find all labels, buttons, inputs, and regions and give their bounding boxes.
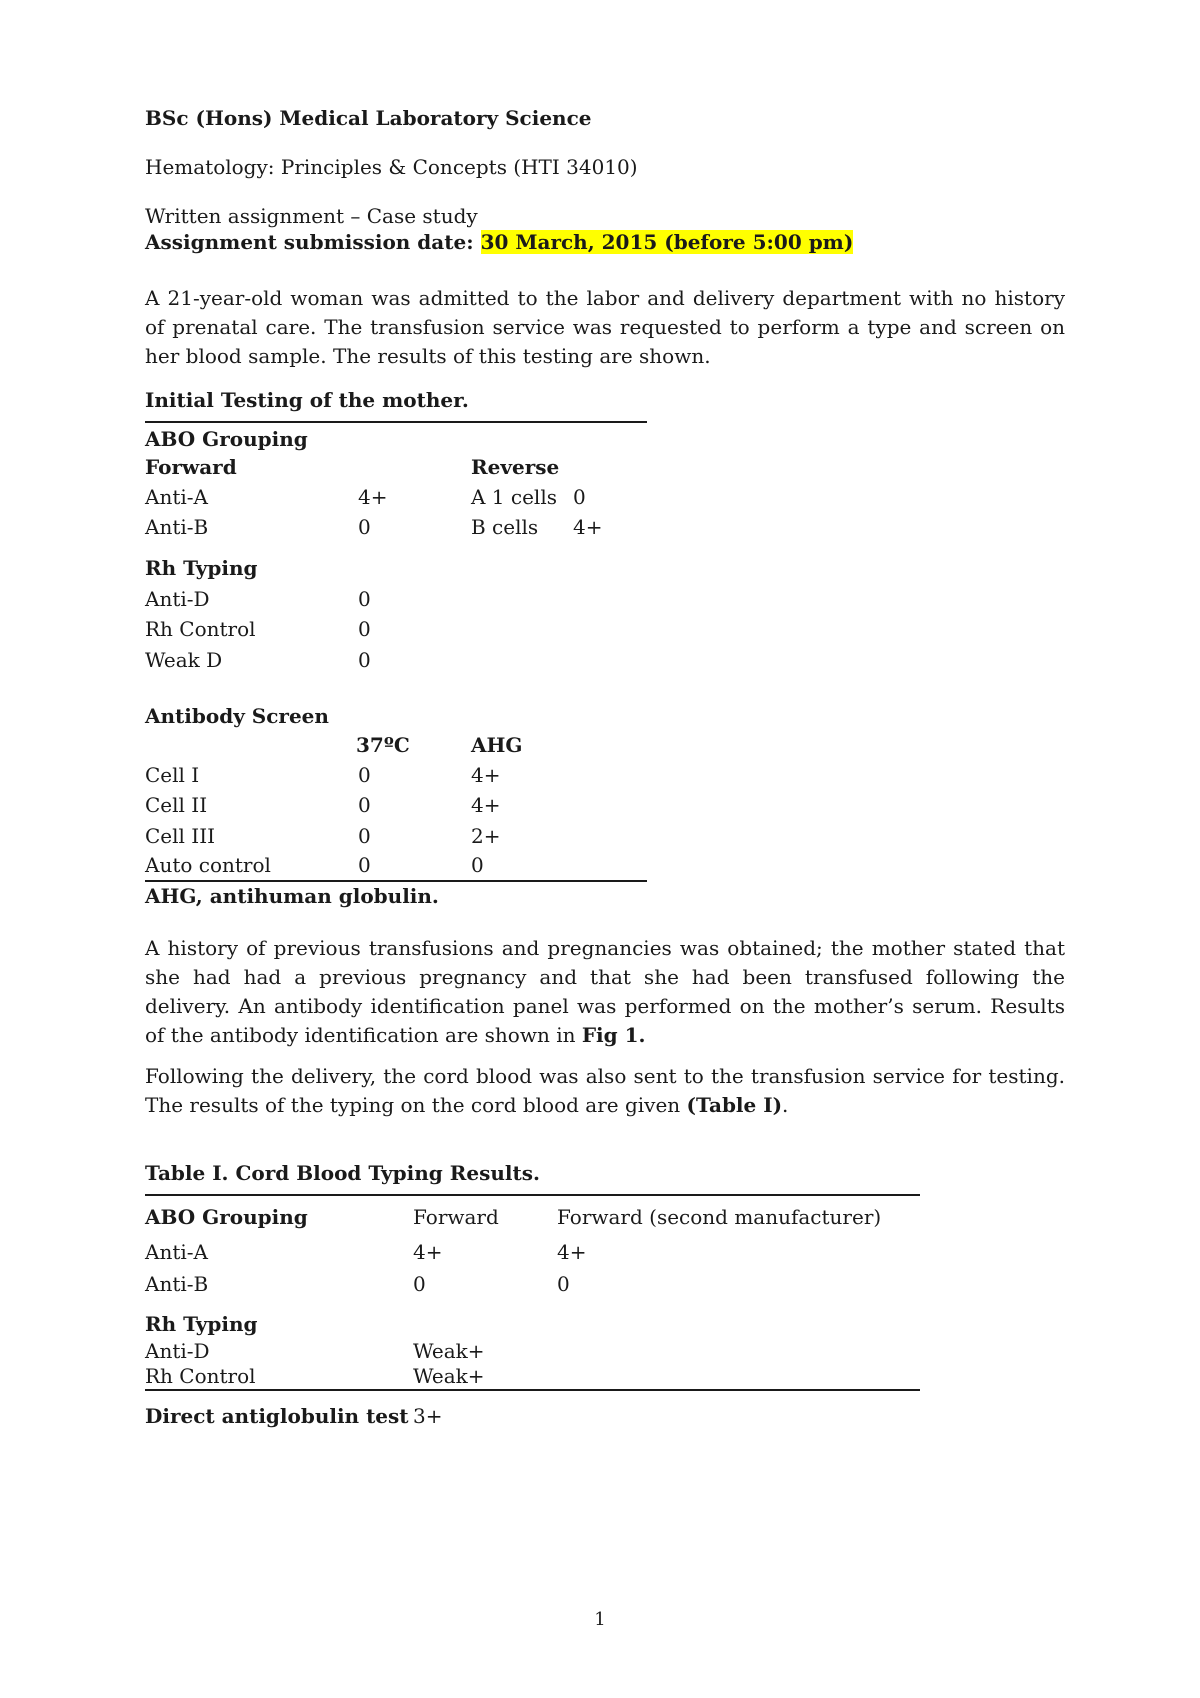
abo-row-label: Anti-B (145, 515, 209, 539)
reverse-heading: Reverse (471, 455, 560, 479)
assignment-type: Written assignment – Case study (145, 204, 478, 228)
cord-table-title: Table I. Cord Blood Typing Results. (145, 1161, 540, 1185)
cord-col-forward: Forward (413, 1205, 499, 1229)
rh-row-value: 0 (358, 617, 371, 641)
table-bottom-rule (145, 880, 647, 882)
cord-rh-heading: Rh Typing (145, 1312, 258, 1336)
cord-abo-row-f2: 0 (557, 1272, 570, 1296)
screen-col-ahg: AHG (471, 733, 523, 757)
rh-row-label: Rh Control (145, 617, 256, 641)
reverse-row-label: A 1 cells (471, 485, 557, 509)
screen-row-label: Auto control (145, 853, 271, 877)
rh-row-value: 0 (358, 587, 371, 611)
screen-row-ahg: 0 (471, 853, 484, 877)
rh-row-label: Anti-D (145, 587, 210, 611)
cord-col-forward2: Forward (second manufacturer) (557, 1205, 882, 1229)
cord-rh-row-label: Anti-D (145, 1339, 210, 1363)
submission-label: Assignment submission date: (145, 230, 474, 254)
screen-row-37c: 0 (358, 793, 371, 817)
cord-abo-row-label: Anti-A (145, 1240, 208, 1264)
rh-row-label: Weak D (145, 648, 223, 672)
abo-grouping-heading: ABO Grouping (145, 427, 308, 451)
cord-abo-row-f2: 4+ (557, 1240, 587, 1264)
program-title: BSc (Hons) Medical Laboratory Science (145, 106, 592, 130)
rh-row-value: 0 (358, 648, 371, 672)
table-top-rule (145, 421, 647, 423)
abo-row-label: Anti-A (145, 485, 208, 509)
cord-end: . (782, 1093, 789, 1117)
mother-testing-title: Initial Testing of the mother. (145, 388, 469, 412)
reverse-row-label: B cells (471, 515, 539, 539)
screen-row-ahg: 2+ (471, 824, 501, 848)
screen-row-37c: 0 (358, 763, 371, 787)
screen-row-label: Cell III (145, 824, 215, 848)
submission-date: 30 March, 2015 (before 5:00 pm) (480, 230, 854, 254)
screen-row-label: Cell I (145, 763, 200, 787)
screen-row-ahg: 4+ (471, 763, 501, 787)
reverse-row-value: 0 (573, 485, 586, 509)
page-number: 1 (594, 1609, 606, 1630)
abo-row-value: 0 (358, 515, 371, 539)
cord-rh-row-label: Rh Control (145, 1364, 256, 1388)
screen-row-label: Cell II (145, 793, 208, 817)
course-title: Hematology: Principles & Concepts (HTI 34010) (145, 155, 638, 179)
screen-row-ahg: 4+ (471, 793, 501, 817)
forward-heading: Forward (145, 455, 237, 479)
dat-label: Direct antiglobulin test (145, 1404, 409, 1428)
submission-line (145, 230, 853, 254)
cord-abo-row-f1: 4+ (413, 1240, 443, 1264)
cord-table-top-rule (145, 1194, 920, 1196)
cord-rh-row-f1: Weak+ (413, 1339, 485, 1363)
table-reference: (Table I) (686, 1093, 783, 1117)
abo-row-value: 4+ (358, 485, 388, 509)
cord-abo-row-label: Anti-B (145, 1272, 209, 1296)
screen-col-37c: 37ºC (356, 733, 410, 757)
ahg-footnote: AHG, antihuman globulin. (145, 884, 439, 908)
rh-typing-heading: Rh Typing (145, 556, 258, 580)
screen-row-37c: 0 (358, 853, 371, 877)
cord-paragraph (145, 1062, 1065, 1120)
cord-table-bottom-rule (145, 1389, 920, 1391)
cord-text: Following the delivery, the cord blood was also sent to the transfusion service for testing. The results of the typing on the cord blood are given (145, 1064, 1065, 1117)
history-text: A history of previous transfusions and pregnancies was obtained; the mother stated that she had had a previous pregnancy and that she had been transfused following the delivery. An antibody identification panel was performed on the mother’s serum. Results of the antibody identification are shown in (145, 936, 1065, 1047)
antibody-screen-heading: Antibody Screen (145, 704, 329, 728)
screen-row-37c: 0 (358, 824, 371, 848)
intro-paragraph: A 21-year-old woman was admitted to the labor and delivery department with no history of prenatal care. The transfusion service was requested to perform a type and screen on her blood sample. The results of this testing are shown. (145, 286, 1065, 368)
fig-reference: Fig 1. (581, 1023, 646, 1047)
cord-abo-heading: ABO Grouping (145, 1205, 308, 1229)
history-paragraph (145, 934, 1065, 1050)
reverse-row-value: 4+ (573, 515, 603, 539)
dat-value: 3+ (413, 1404, 443, 1428)
cord-abo-row-f1: 0 (413, 1272, 426, 1296)
cord-rh-row-f1: Weak+ (413, 1364, 485, 1388)
